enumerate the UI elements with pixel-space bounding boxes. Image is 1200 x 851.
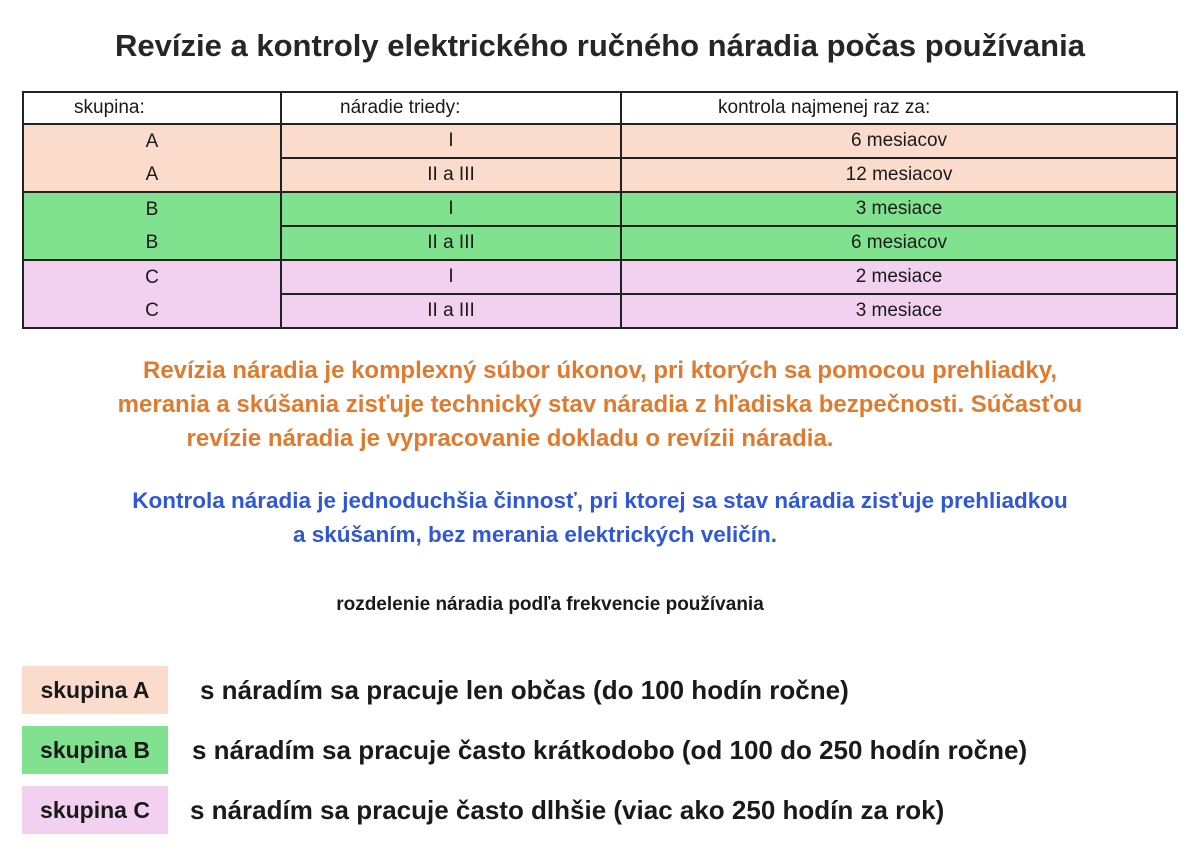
group-label: B <box>145 198 159 220</box>
header-trieda: náradie triedy: <box>281 92 621 124</box>
group-cell-b <box>23 192 281 260</box>
group-description: s náradím sa pracuje často dlhšie (viac ako 250 hodín za rok) <box>190 794 945 825</box>
table-row <box>23 124 1177 158</box>
group-label: A <box>145 130 159 152</box>
trieda-cell: II a III <box>281 226 621 260</box>
kontrola-cell: 6 mesiacov <box>621 226 1177 260</box>
legend-item-c <box>22 786 944 834</box>
revizia-line: Revízia náradia je komplexný súbor úkonov, pri ktorých sa pomocou prehliadky, <box>142 357 1058 384</box>
kontrola-cell: 3 mesiace <box>621 192 1177 226</box>
kontrola-cell: 3 mesiace <box>621 294 1177 328</box>
group-label: B <box>145 231 159 253</box>
group-badge-a: skupina A <box>22 666 168 714</box>
group-description: s náradím sa pracuje len občas (do 100 hodín ročne) <box>200 674 849 705</box>
legend-item-b <box>22 726 1027 774</box>
legend-item-a <box>22 666 849 714</box>
group-label: C <box>145 299 159 321</box>
revizia-line: revízie náradia je vypracovanie dokladu o revízii náradia. <box>186 425 834 453</box>
kontrola-cell: 6 mesiacov <box>621 124 1177 158</box>
table-row <box>23 192 1177 226</box>
revizia-paragraph <box>0 354 1200 456</box>
table-header-row <box>23 92 1177 124</box>
kontrola-paragraph <box>0 484 1200 552</box>
kontrola-line: a skúšaním, bez merania elektrických veličín. <box>292 521 777 547</box>
legend-title: rozdelenie náradia podľa frekvencie používania <box>336 594 764 615</box>
trieda-cell: II a III <box>281 158 621 192</box>
kontrola-line: Kontrola náradia je jednoduchšia činnosť, pri ktorej sa stav náradia zisťuje prehliadkou <box>132 488 1068 513</box>
page-title: Revízie a kontroly elektrického ručného náradia počas používania <box>115 28 1085 63</box>
header-skupina: skupina: <box>23 92 281 124</box>
revizia-line: merania a skúšania zisťuje technický stav náradia z hľadiska bezpečnosti. Súčasťou <box>117 391 1083 419</box>
header-kontrola: kontrola najmenej raz za: <box>621 92 1177 124</box>
group-label: A <box>145 163 159 185</box>
trieda-cell: I <box>281 260 621 294</box>
table-row <box>23 260 1177 294</box>
trieda-cell: I <box>281 192 621 226</box>
group-badge-b: skupina B <box>22 726 168 774</box>
kontrola-cell: 2 mesiace <box>621 260 1177 294</box>
group-badge-c: skupina C <box>22 786 168 834</box>
kontrola-cell: 12 mesiacov <box>621 158 1177 192</box>
group-cell-c <box>23 260 281 328</box>
trieda-cell: II a III <box>281 294 621 328</box>
group-label: C <box>145 266 159 288</box>
revision-table <box>22 91 1178 329</box>
group-cell-a <box>23 124 281 192</box>
group-description: s náradím sa pracuje často krátkodobo (od 100 do 250 hodín ročne) <box>192 734 1028 765</box>
trieda-cell: I <box>281 124 621 158</box>
